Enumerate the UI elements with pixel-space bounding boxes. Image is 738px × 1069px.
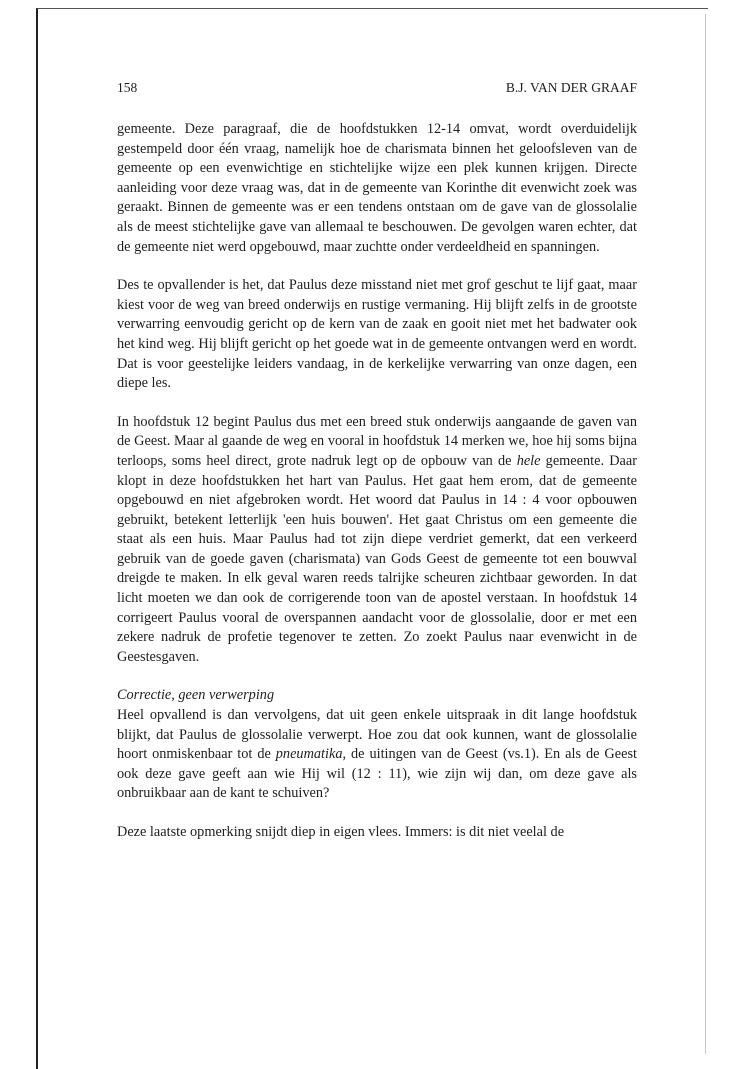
paragraph-text: In hoofdstuk 12 begint Paulus dus met een breed stuk onderwijs aangaande de gaven van de Geest. Maar al gaande de weg en vooral in hoofdstuk 14 merken we, hoe hij soms bijna terloops, soms heel direct, grote nadruk legt op de opbouw van de bbox=[117, 413, 637, 469]
paragraph: Deze laatste opmerking snijdt diep in eigen vlees. Immers: is dit niet veelal de bbox=[117, 824, 565, 840]
paragraph: gemeente. Deze paragraaf, die de hoofdstukken 12-14 omvat, wordt overduidelijk gestempeld door één vraag, namelijk hoe de charismata binnen het geloofsleven van de gemeente op een evenwichtige en stichtelijke wijze een plek kunnen krijgen. Directe aanleiding voor deze vraag was, dat in de gemeente van Korinthe dit evenwicht zoek was geraakt. Binnen de gemeente was er een tendens ontstaan om de gave van de glossolalie als de meest stichtelijke gave van allemaal te beschouwen. De gevolgen waren echter, dat de gemeente niet werd opgebouwd, maar zuchtte onder verdeeldheid en spanningen. bbox=[117, 121, 637, 255]
paragraph-text: , de uitingen van de Geest (vs.1). En als de Geest ook deze gave geeft aan wie Hij wil (12 : 11), wie zijn wij dan, om deze gave als onbruikbaar aan de kant te schuiven? bbox=[117, 746, 637, 802]
emphasis: hele bbox=[516, 452, 541, 469]
paragraph-text: gemeente. Daar klopt in deze hoofdstukken het hart van Paulus. Het gaat hem erom, dat de gemeente opgebouwd en niet afgebroken wordt. Het woord dat Paulus in 14 : 4 voor opbouwen gebruikt, betekent letterlijk 'een huis bouwen'. Het gaat Christus om een gemeente die staat als een huis. Maar Paulus had tot zijn diepe verdriet gemerkt, dat een verkeerd gebruik van de goede gaven (charismata) van Gods Geest de gemeente tot een bouwval dreigde te maken. In elk geval waren reeds talrijke scheuren zichtbaar geworden. In dat licht moeten we dan ook de corrigerende toon van de apostel verstaan. In hoofdstuk 14 corrigeert Paulus vooral de overspannen aandacht voor de glossolalie, door er met een zekere nadruk de profetie tegenover te zetten. Zo zoekt Paulus naar evenwicht in de Geestesgaven. bbox=[117, 452, 637, 665]
page-number: 158 bbox=[117, 80, 138, 95]
emphasis: pneumatika bbox=[275, 746, 343, 763]
scan-edge bbox=[705, 14, 706, 1054]
paragraph: Des te opvallender is het, dat Paulus deze misstand niet met grof geschut te lijf gaat, maar kiest voor de weg van breed onderwijs en rustige vermaning. Hij blijft zelfs in de grootste verwarring eenvoudig gericht op de kern van de zaak en gooit niet met het badwater ook het kind weg. Hij blijft gericht op het goede wat in de gemeente ontvangen werd en wordt. Dat is voor geestelijke leiders vandaag, in de kerkelijke verwarring van onze dagen, een diepe les. bbox=[117, 277, 637, 392]
running-head-author: B.J. VAN DER GRAAF bbox=[505, 80, 637, 95]
paragraph bbox=[117, 706, 637, 804]
paragraph bbox=[117, 413, 637, 668]
body-text bbox=[117, 120, 637, 843]
paragraph-text: Heel opvallend is dan vervolgens, dat uit geen enkele uitspraak in dit lange hoofdstuk blijkt, dat Paulus de glossolalie verwerpt. Hoe zou dat ook kunnen, want de glossolalie hoort onmiskenbaar tot de bbox=[117, 707, 637, 763]
running-header bbox=[117, 80, 637, 96]
section-heading: Correctie, geen verwerping bbox=[117, 687, 275, 704]
